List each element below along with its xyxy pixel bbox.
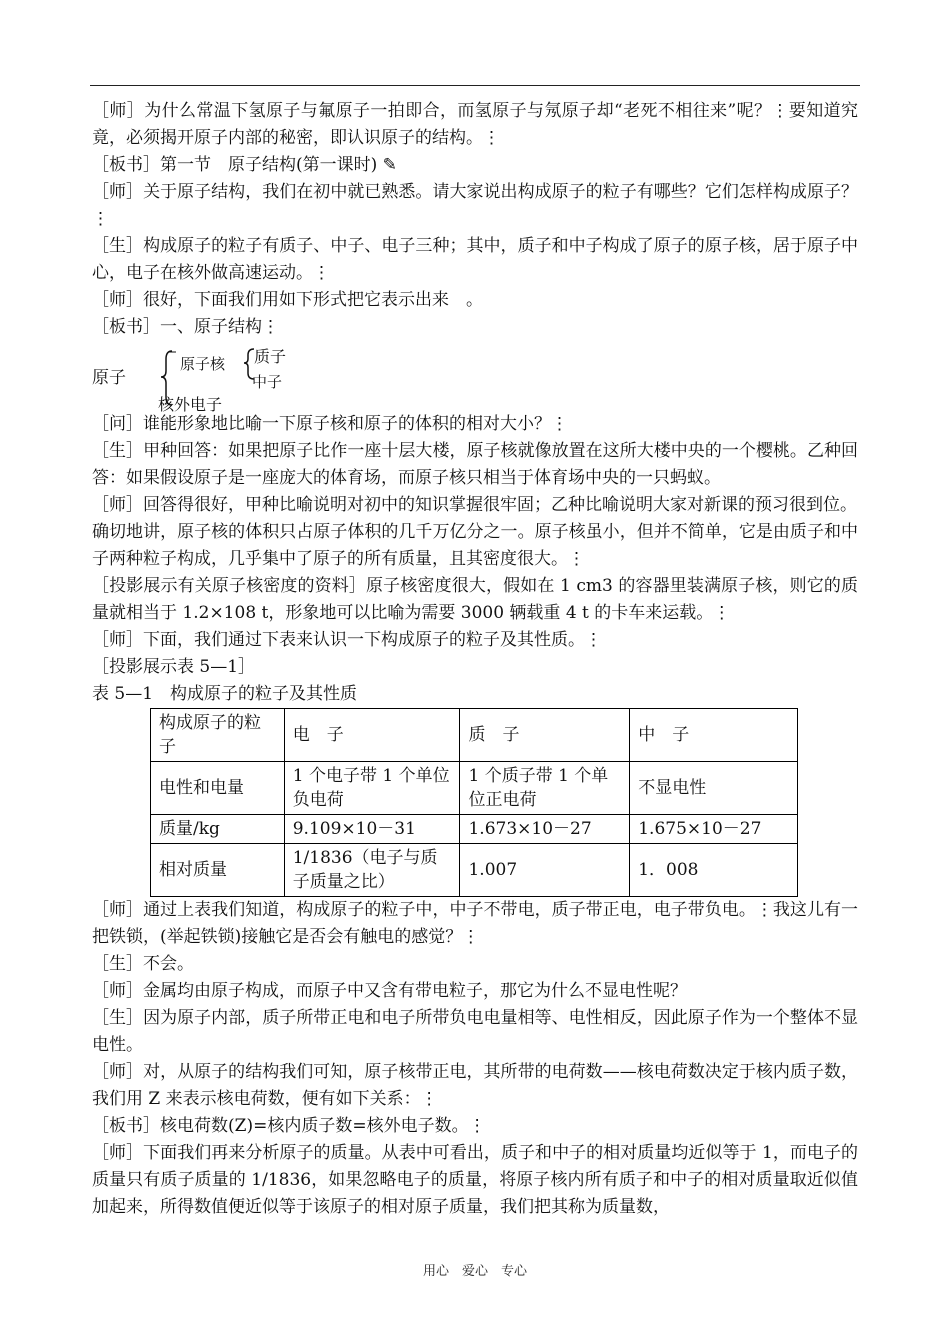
paragraph (92, 152, 858, 179)
paragraph: ［师］对，从原子的结构我们可知，原子核带正电，其所带的电荷数——核电荷数决定于核内质子数，我们用 Z 来表示核电荷数，便有如下关系：⋮ (92, 1062, 858, 1109)
particle-properties-table (150, 708, 798, 897)
diagram-proton-label: 质子 (254, 347, 287, 366)
table-cell: 1．008 (630, 844, 798, 897)
paragraph: ［板书］核电荷数(Z)=核内质子数=核外电子数。⋮ (92, 1116, 486, 1136)
paragraph: ［生］因为原子内部，质子所带正电和电子所带负电电量相等、电性相反，因此原子作为一个整体不显电性。 (92, 1008, 858, 1055)
decoration-icon: ✎ (377, 155, 397, 175)
paragraph: ［问］谁能形象地比喻一下原子核和原子的体积的相对大小？⋮ (92, 414, 568, 434)
paragraph: ［投影展示表 5—1］ (92, 657, 256, 677)
table-cell: 质量/kg (151, 815, 285, 844)
table-header-cell: 构成原子的粒子 (151, 709, 285, 762)
table-cell: 电性和电量 (151, 762, 285, 815)
diagram-neutron-label: 中子 (252, 373, 283, 391)
header-rule (90, 85, 860, 86)
table-row (151, 844, 798, 897)
paragraph: ［生］构成原子的粒子有质子、中子、电子三种；其中，质子和中子构成了原子的原子核，居于原子中心，电子在核外做高速运动。⋮ (92, 236, 858, 283)
atom-structure-diagram (92, 343, 858, 414)
table-header-row (151, 709, 798, 762)
table-header-cell: 质 子 (460, 709, 630, 762)
paragraph: ［师］为什么常温下氢原子与氟原子一拍即合，而氢原子与氖原子却“老死不相往来”呢？⋮要知道究竟，必须揭开原子内部的秘密，即认识原子的结构。⋮ (92, 101, 858, 148)
diagram-nucleus-label: 原子核 (180, 355, 226, 373)
diagram-electron-label: 核外电子 (158, 395, 223, 414)
paragraph: ［板书］一、原子结构⋮ (92, 317, 279, 337)
paragraph: ［师］很好，下面我们用如下形式把它表示出来 。 (92, 290, 483, 310)
paragraph: ［师］金属均由原子构成，而原子中又含有带电粒子，那它为什么不显电性呢？ (92, 981, 687, 1001)
table-cell: 1.673×10－27 (460, 815, 630, 844)
table-header-cell: 电 子 (284, 709, 460, 762)
paragraph: ［生］甲种回答：如果把原子比作一座十层大楼，原子核就像放置在这所大楼中央的一个樱桃。乙种回答：如果假设原子是一座庞大的体育场，而原子核只相当于体育场中央的一只蚂蚁。 (92, 441, 858, 488)
page-footer: 用心 爱心 专心 (422, 1264, 527, 1279)
paragraph: ［师］通过上表我们知道，构成原子的粒子中，中子不带电，质子带正电，电子带负电。⋮我这儿有一把铁锁，(举起铁锁)接触它是否会有触电的感觉？⋮ (92, 900, 858, 947)
table-cell: 1 个电子带 1 个单位负电荷 (284, 762, 460, 815)
table-cell: 1.007 (460, 844, 630, 897)
table-cell: 1.675×10－27 (630, 815, 798, 844)
paragraph: ［师］下面，我们通过下表来认识一下构成原子的粒子及其性质。⋮ (92, 630, 602, 650)
table-cell: 1 个质子带 1 个单位正电荷 (460, 762, 630, 815)
table-header-cell: 中 子 (630, 709, 798, 762)
paragraph: 确切地讲，原子核的体积只占原子体积的几千万亿分之一。原子核虽小，但并不简单，它是由质子和中子两种粒子构成，几乎集中了原子的所有质量，且其密度很大。⋮ (92, 522, 858, 569)
paragraph: ［师］下面我们再来分析原子的质量。从表中可看出，质子和中子的相对质量均近似等于 1，而电子的质量只有质子质量的 1/1836，如果忽略电子的质量，将原子核内所有质子和中子的相对质量取近似值加起来，所得数值便近似等于该原子的相对原子质量，我们把其称为质量数， (92, 1143, 858, 1217)
table-row (151, 815, 798, 844)
document-body (92, 98, 858, 1221)
board-title: ［板书］第一节 原子结构(第一课时) (92, 155, 378, 175)
paragraph: ［生］不会。 (92, 954, 194, 974)
table-cell: 相对质量 (151, 844, 285, 897)
table-row (151, 762, 798, 815)
table-cell: 9.109×10－31 (284, 815, 460, 844)
diagram-atom-label: 原子 (92, 368, 126, 388)
table-cell: 不显电性 (630, 762, 798, 815)
table-caption: 表 5—1 构成原子的粒子及其性质 (92, 684, 358, 704)
paragraph: ［师］关于原子结构，我们在初中就已熟悉。请大家说出构成原子的粒子有哪些？它们怎样构成原子？⋮ (92, 182, 858, 229)
paragraph: ［投影展示有关原子核密度的资料］原子核密度很大，假如在 1 cm3 的容器里装满原子核，则它的质量就相当于 1.2×108 t，形象地可以比喻为需要 3000 辆载重 4 t 的卡车来运载。⋮ (92, 576, 858, 623)
paragraph: ［师］回答得很好，甲种比喻说明对初中的知识掌握很牢固；乙种比喻说明大家对新课的预习很到位。 (92, 495, 857, 515)
table-cell: 1/1836（电子与质子质量之比） (284, 844, 460, 897)
